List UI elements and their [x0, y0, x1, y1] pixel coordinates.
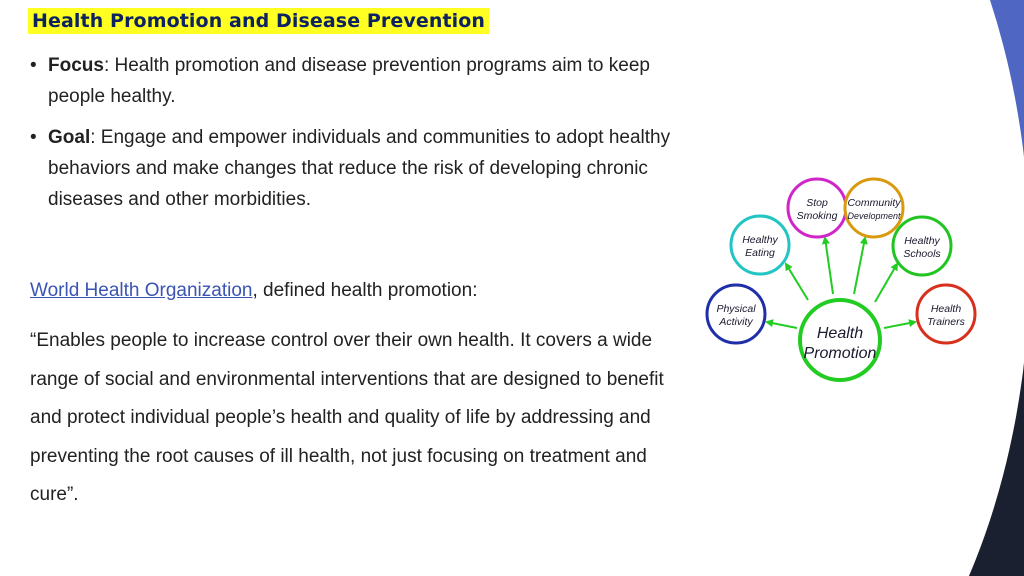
diagram-node-0	[707, 285, 765, 343]
diagram-node-3	[845, 179, 903, 237]
diagram-node-label-0-1: Physical	[716, 303, 756, 315]
health-promotion-diagram	[700, 168, 1010, 400]
diagram-node-label-3-1: Community	[847, 197, 901, 209]
bullet-focus-label: Focus	[48, 55, 104, 76]
diagram-node-label-4-2: Schools	[903, 248, 941, 260]
diagram-arrow-3	[854, 238, 865, 294]
who-link[interactable]: World Health Organization	[30, 280, 253, 301]
health-promotion-quote: “Enables people to increase control over their own health. It covers a wide range of social and environmental interventions that are designed to benefit and protect individual people’s health and quality of life by addressing and preventing the root causes of ill health, not just focusing on treatment and cure”.	[30, 330, 664, 505]
diagram-arrow-1	[786, 264, 808, 300]
center-node-line2: Promotion	[803, 345, 877, 362]
diagram-node-label-4-1: Healthy	[904, 235, 940, 247]
who-definition-line	[30, 276, 477, 306]
diagram-node-label-5-2: Trainers	[927, 316, 965, 328]
diagram-node-label-5-1: Health	[930, 303, 962, 315]
bullet-focus	[30, 50, 680, 112]
slide-title: Health Promotion and Disease Prevention	[28, 8, 489, 34]
bullet-list	[30, 50, 680, 225]
diagram-node-5	[917, 285, 975, 343]
diagram-node-label-1-2: Eating	[745, 247, 775, 259]
diagram-arrow-4	[875, 264, 897, 302]
diagram-node-label-1-1: Healthy	[742, 234, 778, 246]
bullet-goal-text: : Engage and empower individuals and communities to adopt healthy behaviors and make changes that reduce the risk of developing chronic diseases and other morbidities.	[48, 127, 671, 210]
diagram-node-2	[788, 179, 846, 237]
diagram-node-1	[731, 216, 789, 274]
center-node	[800, 300, 880, 380]
center-node-line1: Health	[816, 325, 864, 342]
bullet-goal-label: Goal	[48, 127, 91, 148]
who-rest-text: , defined health promotion:	[252, 280, 478, 301]
diagram-node-label-3-2: Development	[847, 211, 901, 221]
bullet-focus-text: : Health promotion and disease prevention programs aim to keep people healthy.	[48, 55, 650, 107]
bullet-goal	[30, 122, 680, 215]
diagram-arrow-2	[825, 238, 833, 294]
diagram-node-label-2-1: Stop	[806, 197, 828, 209]
diagram-node-label-2-2: Smoking	[796, 210, 838, 222]
diagram-node-label-0-2: Activity	[719, 316, 753, 328]
diagram-arrow-0	[767, 322, 797, 328]
diagram-node-4	[893, 217, 951, 275]
diagram-arrow-5	[884, 322, 915, 328]
